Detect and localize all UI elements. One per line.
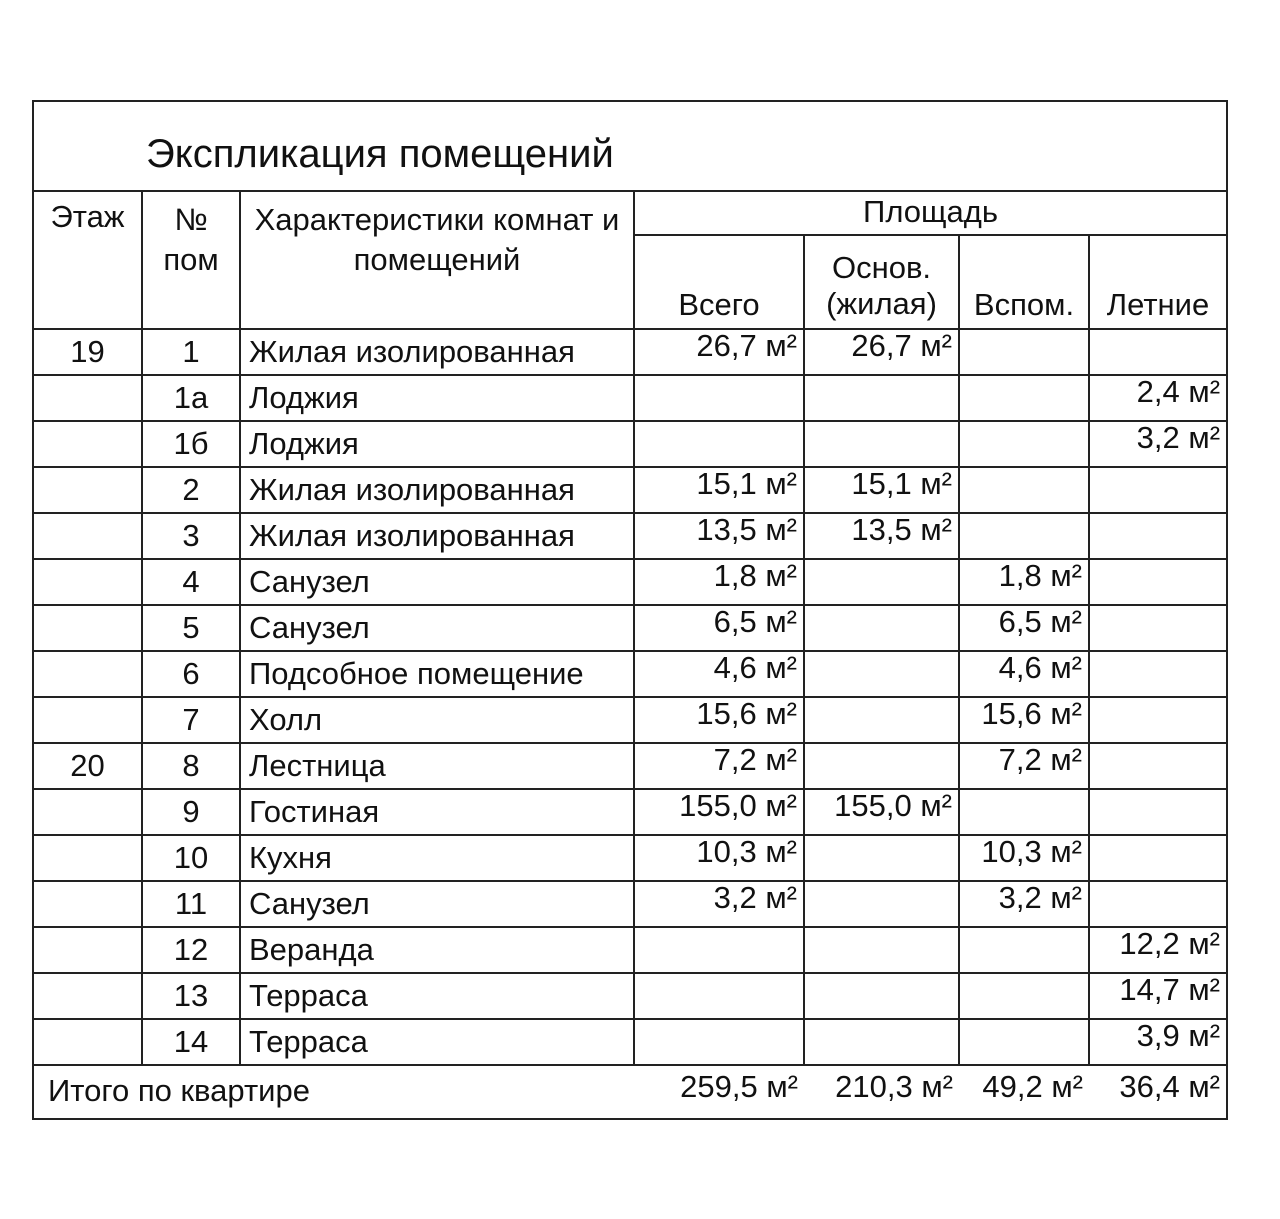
cell-aux [959,651,1089,697]
cell-room-name: Санузел [240,881,634,927]
cell-room-name: Лоджия [240,421,634,467]
cell-floor [34,835,142,881]
cell-summer [1089,789,1226,835]
value-total: 3,2 м² [713,881,797,915]
cell-summer [1089,513,1226,559]
cell-aux [959,513,1089,559]
header-characteristics [240,190,634,329]
header-area: Площадь [634,190,1226,235]
cell-main [804,329,959,375]
value-aux: 1,8 м² [998,559,1082,593]
table-row [34,927,1226,973]
cell-summer [1089,743,1226,789]
cell-floor [34,881,142,927]
cell-aux [959,467,1089,513]
cell-floor [34,927,142,973]
value-aux: 15,6 м² [981,697,1082,731]
totals-main-value: 210,3 м² [835,1069,953,1104]
cell-summer [1089,973,1226,1019]
value-summer: 2,4 м² [1136,375,1221,409]
cell-room-number: 3 [142,513,240,559]
cell-aux [959,697,1089,743]
value-total: 4,6 м² [713,651,797,685]
cell-summer [1089,421,1226,467]
cell-summer [1089,559,1226,605]
table-row [34,743,1226,789]
cell-floor [34,697,142,743]
cell-room-name: Жилая изолированная [240,513,634,559]
value-main: 15,1 м² [851,467,952,501]
table-row [34,329,1226,375]
document-title: Экспликация помещений [146,132,614,176]
cell-main [804,697,959,743]
value-total: 13,5 м² [696,513,797,547]
totals-aux [959,1065,1089,1116]
cell-summer [1089,881,1226,927]
explication-table [34,190,1226,1116]
value-total: 155,0 м² [679,789,797,823]
cell-floor [34,513,142,559]
cell-room-name: Терраса [240,973,634,1019]
cell-total [634,329,804,375]
cell-room-name: Терраса [240,1019,634,1065]
cell-total [634,1019,804,1065]
cell-summer [1089,329,1226,375]
cell-aux [959,559,1089,605]
cell-room-name: Холл [240,697,634,743]
cell-room-number: 1 [142,329,240,375]
header-characteristics-text: Характеристики комнат и помещений [254,202,620,277]
cell-total [634,697,804,743]
cell-aux [959,329,1089,375]
table-row [34,697,1226,743]
cell-room-name: Гостиная [240,789,634,835]
cell-main [804,973,959,1019]
title-row [34,102,1226,192]
totals-label: Итого по квартире [34,1065,634,1116]
cell-main [804,605,959,651]
value-summer: 3,9 м² [1136,1019,1221,1053]
cell-total [634,973,804,1019]
cell-total [634,927,804,973]
explication-document [32,100,1228,1120]
cell-floor [34,559,142,605]
cell-floor [34,467,142,513]
value-aux: 6,5 м² [998,605,1082,639]
cell-room-number: 4 [142,559,240,605]
cell-aux [959,1019,1089,1065]
header-row-top [34,190,1226,235]
table-row [34,835,1226,881]
cell-floor [34,973,142,1019]
value-total: 26,7 м² [696,329,797,363]
cell-room-number: 9 [142,789,240,835]
header-main [804,235,959,329]
cell-room-number: 1а [142,375,240,421]
cell-summer [1089,1019,1226,1065]
value-main: 26,7 м² [851,329,952,363]
cell-room-number: 11 [142,881,240,927]
cell-room-number: 13 [142,973,240,1019]
cell-floor [34,789,142,835]
header-total: Всего [634,235,804,329]
cell-aux [959,927,1089,973]
table-row [34,789,1226,835]
value-main: 155,0 м² [834,789,952,823]
cell-room-name: Санузел [240,605,634,651]
cell-room-number: 2 [142,467,240,513]
totals-total-value: 259,5 м² [680,1069,798,1104]
cell-summer [1089,651,1226,697]
header-main-text: Основ. (жилая) [826,250,937,321]
cell-total [634,559,804,605]
cell-main [804,1019,959,1065]
cell-room-number: 5 [142,605,240,651]
cell-main [804,881,959,927]
header-room-number-text: № пом [163,202,219,277]
cell-total [634,513,804,559]
cell-room-name: Кухня [240,835,634,881]
header-room-number [142,190,240,329]
cell-room-number: 14 [142,1019,240,1065]
cell-room-number: 12 [142,927,240,973]
value-aux: 10,3 м² [981,835,1082,869]
cell-room-name: Жилая изолированная [240,329,634,375]
table-row [34,375,1226,421]
cell-main [804,513,959,559]
header-floor: Этаж [34,190,142,329]
cell-room-name: Подсобное помещение [240,651,634,697]
value-aux: 4,6 м² [998,651,1082,685]
cell-main [804,743,959,789]
cell-total [634,605,804,651]
totals-row [34,1065,1226,1116]
table-row [34,881,1226,927]
cell-main [804,651,959,697]
cell-aux [959,375,1089,421]
value-aux: 3,2 м² [998,881,1082,915]
cell-room-number: 10 [142,835,240,881]
cell-aux [959,605,1089,651]
cell-room-name: Лестница [240,743,634,789]
cell-floor [34,1019,142,1065]
totals-aux-value: 49,2 м² [982,1069,1083,1104]
cell-room-name: Лоджия [240,375,634,421]
table-row [34,559,1226,605]
value-aux: 7,2 м² [998,743,1082,777]
cell-room-number: 8 [142,743,240,789]
header-summer: Летние [1089,235,1226,329]
cell-total [634,375,804,421]
cell-summer [1089,467,1226,513]
table-row [34,513,1226,559]
cell-aux [959,881,1089,927]
cell-summer [1089,605,1226,651]
value-total: 15,1 м² [696,467,797,501]
cell-floor [34,605,142,651]
cell-main [804,467,959,513]
cell-room-number: 6 [142,651,240,697]
cell-total [634,467,804,513]
cell-total [634,743,804,789]
cell-aux [959,835,1089,881]
cell-summer [1089,927,1226,973]
cell-total [634,421,804,467]
table-row [34,605,1226,651]
cell-main [804,789,959,835]
cell-aux [959,973,1089,1019]
cell-main [804,835,959,881]
value-total: 1,8 м² [713,559,797,593]
cell-summer [1089,697,1226,743]
value-total: 6,5 м² [713,605,797,639]
cell-total [634,835,804,881]
cell-floor [34,375,142,421]
cell-floor: 19 [34,329,142,375]
cell-summer [1089,375,1226,421]
cell-total [634,789,804,835]
cell-floor [34,421,142,467]
totals-summer-value: 36,4 м² [1119,1069,1221,1104]
cell-main [804,559,959,605]
value-total: 10,3 м² [696,835,797,869]
header-aux: Вспом. [959,235,1089,329]
value-summer: 12,2 м² [1119,927,1221,961]
cell-floor [34,651,142,697]
cell-summer [1089,835,1226,881]
cell-aux [959,789,1089,835]
cell-aux [959,421,1089,467]
value-summer: 3,2 м² [1136,421,1221,455]
table-row [34,421,1226,467]
table-row [34,651,1226,697]
cell-floor: 20 [34,743,142,789]
cell-main [804,421,959,467]
cell-total [634,651,804,697]
value-summer: 14,7 м² [1119,973,1221,1007]
cell-total [634,881,804,927]
cell-room-number: 7 [142,697,240,743]
table-row [34,467,1226,513]
cell-room-name: Жилая изолированная [240,467,634,513]
table-row [34,973,1226,1019]
table-row [34,1019,1226,1065]
value-total: 7,2 м² [713,743,797,777]
totals-main [804,1065,959,1116]
cell-main [804,927,959,973]
value-total: 15,6 м² [696,697,797,731]
cell-main [804,375,959,421]
cell-room-name: Веранда [240,927,634,973]
cell-aux [959,743,1089,789]
totals-summer [1089,1065,1226,1116]
value-main: 13,5 м² [851,513,952,547]
cell-room-number: 1б [142,421,240,467]
totals-total [634,1065,804,1116]
cell-room-name: Санузел [240,559,634,605]
